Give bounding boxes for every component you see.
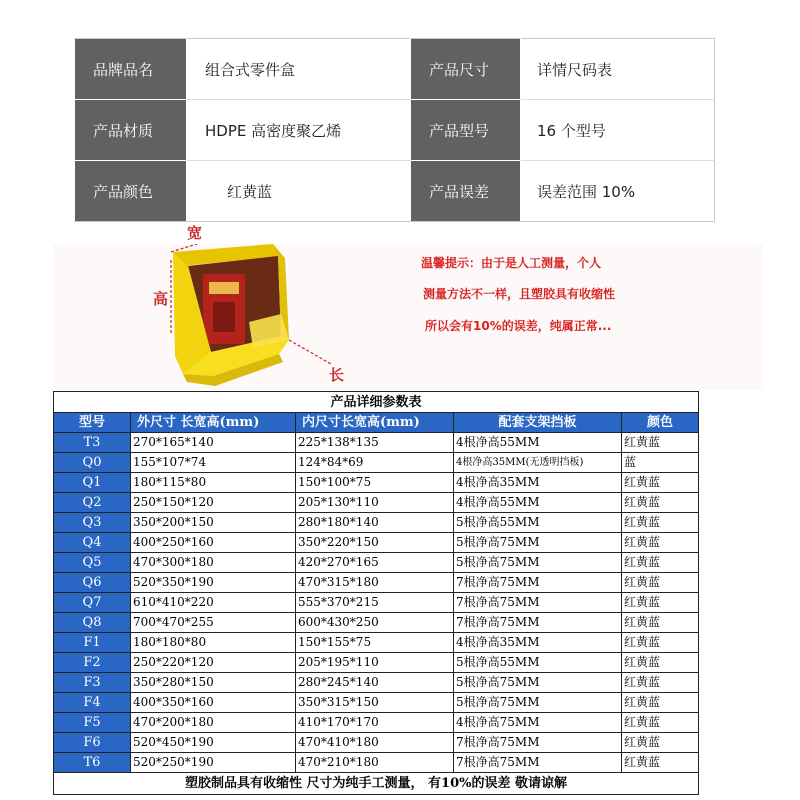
- spec-value: 组合式零件盒: [187, 39, 411, 100]
- table-row: [54, 553, 699, 573]
- cell-inner-size: 124*84*69: [296, 453, 454, 473]
- cell-bracket: 7根净高75MM: [454, 573, 622, 593]
- width-label: 宽: [187, 224, 203, 242]
- cell-inner-size: 420*270*165: [296, 553, 454, 573]
- cell-inner-size: 150*100*75: [296, 473, 454, 493]
- spec-value: HDPE 高密度聚乙烯: [187, 100, 411, 161]
- cell-bracket: 4根净高35MM: [454, 633, 622, 653]
- cell-color: 红黄蓝: [622, 553, 699, 573]
- product-diagram-section: [53, 224, 763, 390]
- cell-model: Q2: [54, 493, 131, 513]
- header-color: 颜色: [622, 413, 699, 433]
- header-inner-size: 内尺寸长宽高(mm): [296, 413, 454, 433]
- cell-inner-size: 470*315*180: [296, 573, 454, 593]
- cell-model: Q0: [54, 453, 131, 473]
- table-row: [54, 433, 699, 453]
- table-row: [54, 673, 699, 693]
- table-row: [54, 753, 699, 773]
- cell-bracket: 5根净高75MM: [454, 533, 622, 553]
- spec-row: [75, 161, 715, 222]
- cell-bracket: 7根净高75MM: [454, 593, 622, 613]
- cell-color: 红黄蓝: [622, 693, 699, 713]
- table-footer-note: 塑胶制品具有收缩性 尺寸为纯手工测量， 有10%的误差 敬请谅解: [54, 773, 699, 795]
- table-row: [54, 513, 699, 533]
- cell-outer-size: 270*165*140: [131, 433, 296, 453]
- cell-bracket: 5根净高55MM: [454, 513, 622, 533]
- cell-color: 红黄蓝: [622, 493, 699, 513]
- product-parameter-table: [53, 391, 699, 795]
- cell-color: 红黄蓝: [622, 433, 699, 453]
- spec-key: 品牌品名: [75, 39, 187, 100]
- cell-color: 红黄蓝: [622, 533, 699, 553]
- spec-table-body: [75, 39, 715, 222]
- spec-key: 产品误差: [411, 161, 521, 222]
- cell-model: F4: [54, 693, 131, 713]
- cell-inner-size: 350*220*150: [296, 533, 454, 553]
- cell-outer-size: 180*180*80: [131, 633, 296, 653]
- table-row: [54, 473, 699, 493]
- cell-model: F5: [54, 713, 131, 733]
- cell-color: 红黄蓝: [622, 713, 699, 733]
- storage-bin-image: [53, 244, 343, 390]
- cell-inner-size: 470*210*180: [296, 753, 454, 773]
- cell-outer-size: 250*150*120: [131, 493, 296, 513]
- cell-bracket: 7根净高75MM: [454, 733, 622, 753]
- spec-value: 误差范围 10%: [521, 161, 715, 222]
- table-row: [54, 613, 699, 633]
- measurement-note-2: 测量方法不一样，且塑胶具有收缩性: [423, 287, 616, 301]
- spec-key: 产品型号: [411, 100, 521, 161]
- cell-bracket: 4根净高35MM: [454, 473, 622, 493]
- cell-outer-size: 470*200*180: [131, 713, 296, 733]
- cell-inner-size: 280*245*140: [296, 673, 454, 693]
- cell-model: T6: [54, 753, 131, 773]
- parameter-table-body: [54, 392, 699, 795]
- cell-inner-size: 205*130*110: [296, 493, 454, 513]
- cell-color: 红黄蓝: [622, 753, 699, 773]
- cell-model: Q6: [54, 573, 131, 593]
- spec-row: [75, 39, 715, 100]
- cell-inner-size: 150*155*75: [296, 633, 454, 653]
- cell-color: 红黄蓝: [622, 613, 699, 633]
- cell-outer-size: 180*115*80: [131, 473, 296, 493]
- spec-table: [74, 38, 715, 222]
- spec-value: 红黄蓝: [187, 161, 411, 222]
- cell-outer-size: 520*350*190: [131, 573, 296, 593]
- table-row: [54, 493, 699, 513]
- cell-model: Q3: [54, 513, 131, 533]
- cell-model: F3: [54, 673, 131, 693]
- cell-color: 红黄蓝: [622, 513, 699, 533]
- cell-outer-size: 350*200*150: [131, 513, 296, 533]
- header-model: 型号: [54, 413, 131, 433]
- cell-outer-size: 470*300*180: [131, 553, 296, 573]
- spec-value: 详情尺码表: [521, 39, 715, 100]
- cell-inner-size: 470*410*180: [296, 733, 454, 753]
- header-outer-size: 外尺寸 长宽高(mm): [131, 413, 296, 433]
- spec-key: 产品颜色: [75, 161, 187, 222]
- table-row: [54, 633, 699, 653]
- cell-outer-size: 520*250*190: [131, 753, 296, 773]
- measurement-note-1: 温馨提示：由于是人工测量，个人: [421, 256, 602, 270]
- cell-color: 红黄蓝: [622, 653, 699, 673]
- table-row: [54, 733, 699, 753]
- cell-model: F1: [54, 633, 131, 653]
- length-label: 长: [329, 366, 345, 384]
- cell-model: F6: [54, 733, 131, 753]
- table-row: [54, 693, 699, 713]
- cell-model: F2: [54, 653, 131, 673]
- cell-bracket: 5根净高75MM: [454, 693, 622, 713]
- cell-color: 红黄蓝: [622, 633, 699, 653]
- cell-bracket: 4根净高35MM(无透明挡板): [454, 453, 622, 473]
- cell-inner-size: 280*180*140: [296, 513, 454, 533]
- measurement-note-3: 所以会有10%的误差，纯属正常...: [425, 319, 612, 333]
- cell-model: T3: [54, 433, 131, 453]
- cell-inner-size: 410*170*170: [296, 713, 454, 733]
- cell-color: 红黄蓝: [622, 673, 699, 693]
- cell-model: Q5: [54, 553, 131, 573]
- table-row: [54, 653, 699, 673]
- spec-key: 产品材质: [75, 100, 187, 161]
- cell-color: 红黄蓝: [622, 593, 699, 613]
- cell-bracket: 4根净高55MM: [454, 493, 622, 513]
- cell-outer-size: 250*220*120: [131, 653, 296, 673]
- spec-row: [75, 100, 715, 161]
- spec-value: 16 个型号: [521, 100, 715, 161]
- cell-model: Q8: [54, 613, 131, 633]
- cell-bracket: 7根净高75MM: [454, 613, 622, 633]
- cell-bracket: 5根净高55MM: [454, 653, 622, 673]
- cell-outer-size: 400*250*160: [131, 533, 296, 553]
- cell-bracket: 5根净高75MM: [454, 553, 622, 573]
- cell-outer-size: 610*410*220: [131, 593, 296, 613]
- cell-outer-size: 155*107*74: [131, 453, 296, 473]
- table-header-row: [54, 413, 699, 433]
- cell-inner-size: 205*195*110: [296, 653, 454, 673]
- cell-bracket: 4根净高75MM: [454, 713, 622, 733]
- cell-color: 红黄蓝: [622, 473, 699, 493]
- cell-model: Q1: [54, 473, 131, 493]
- cell-model: Q7: [54, 593, 131, 613]
- header-bracket: 配套支架挡板: [454, 413, 622, 433]
- cell-outer-size: 700*470*255: [131, 613, 296, 633]
- height-label: 高: [153, 290, 169, 308]
- table-row: [54, 593, 699, 613]
- spec-key: 产品尺寸: [411, 39, 521, 100]
- cell-bracket: 5根净高75MM: [454, 673, 622, 693]
- cell-inner-size: 555*370*215: [296, 593, 454, 613]
- table-row: [54, 453, 699, 473]
- table-footer-row: [54, 773, 699, 795]
- table-row: [54, 533, 699, 553]
- cell-color: 蓝: [622, 453, 699, 473]
- cell-inner-size: 225*138*135: [296, 433, 454, 453]
- cell-outer-size: 350*280*150: [131, 673, 296, 693]
- cell-model: Q4: [54, 533, 131, 553]
- cell-outer-size: 520*450*190: [131, 733, 296, 753]
- cell-bracket: 7根净高75MM: [454, 753, 622, 773]
- table-row: [54, 713, 699, 733]
- table-row: [54, 573, 699, 593]
- cell-outer-size: 400*350*160: [131, 693, 296, 713]
- cell-inner-size: 600*430*250: [296, 613, 454, 633]
- table-title: 产品详细参数表: [54, 392, 699, 413]
- cell-color: 红黄蓝: [622, 573, 699, 593]
- cell-color: 红黄蓝: [622, 733, 699, 753]
- table-title-row: [54, 392, 699, 413]
- cell-inner-size: 350*315*150: [296, 693, 454, 713]
- cell-bracket: 4根净高55MM: [454, 433, 622, 453]
